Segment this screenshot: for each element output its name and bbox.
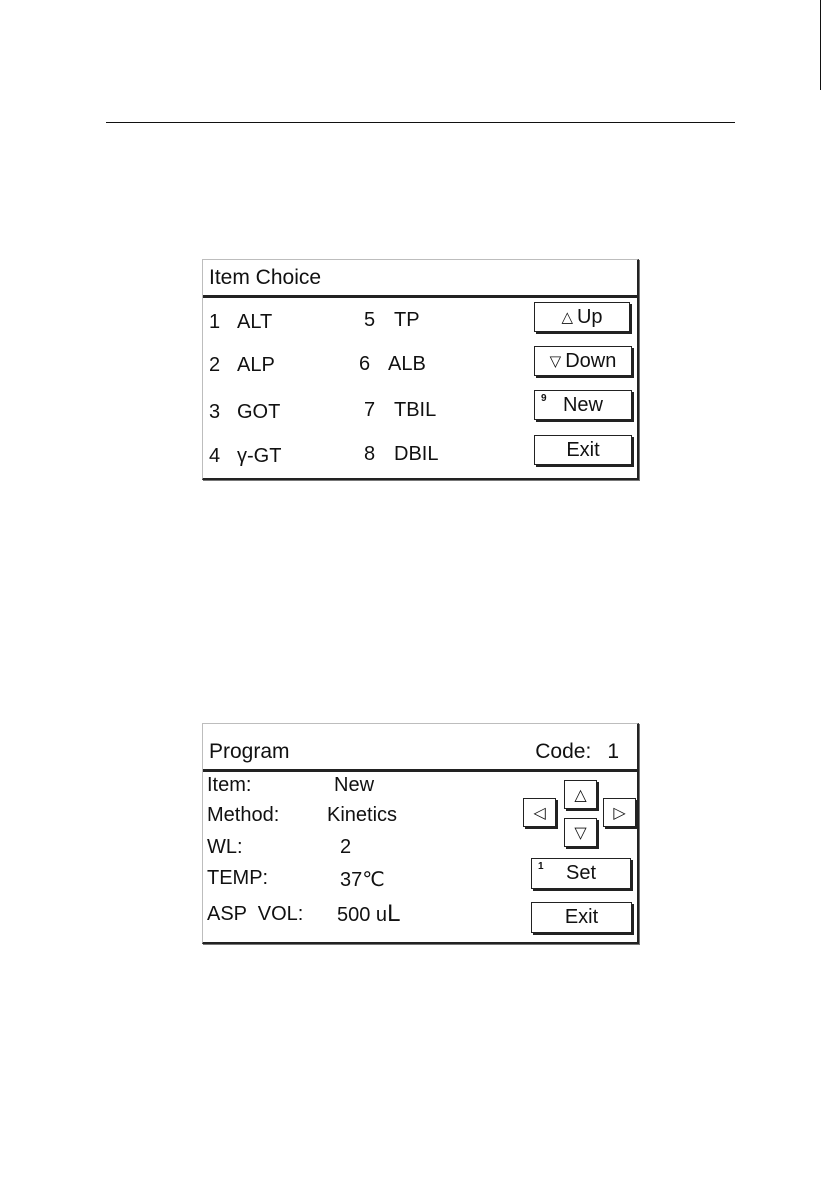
wl-field-label: WL: xyxy=(207,836,243,858)
item-2-number: 2 xyxy=(209,354,221,376)
set-shortcut-key: 1 xyxy=(538,861,544,872)
arrow-left-button[interactable] xyxy=(523,798,556,827)
up-button[interactable] xyxy=(534,302,630,332)
asp-vol-number: 500 u xyxy=(337,904,388,926)
screen-title: Item Choice xyxy=(209,266,322,289)
exit-button-label: Exit xyxy=(564,906,599,928)
item-6-number: 6 xyxy=(359,353,371,375)
title-divider xyxy=(203,295,637,298)
new-button-label: New xyxy=(562,393,603,416)
asp-vol-field-label: ASP VOL: xyxy=(207,903,304,925)
temp-field-value[interactable]: 37℃ xyxy=(340,869,385,891)
item-8-name[interactable]: DBIL xyxy=(394,443,439,465)
item-1-name[interactable]: ALT xyxy=(237,311,273,333)
arrow-down-icon: ▽ xyxy=(574,824,587,842)
item-7-name[interactable]: TBIL xyxy=(394,399,437,421)
set-button[interactable] xyxy=(531,858,631,889)
item-field-label: Item: xyxy=(207,774,252,796)
item-3-name[interactable]: GOT xyxy=(237,401,281,423)
header-rule xyxy=(106,122,735,123)
item-5-number: 5 xyxy=(364,309,376,331)
code-label: Code: xyxy=(535,740,592,763)
arrow-up-button[interactable] xyxy=(564,780,597,809)
item-field-value[interactable]: New xyxy=(334,774,375,796)
item-4-name[interactable]: γ-GT xyxy=(237,445,282,467)
up-triangle-icon: △ xyxy=(561,309,573,326)
asp-vol-field-value[interactable] xyxy=(337,900,400,928)
arrow-up-icon: △ xyxy=(574,786,587,804)
down-button-label: Down xyxy=(565,349,617,372)
arrow-down-button[interactable] xyxy=(564,818,597,847)
down-button[interactable] xyxy=(534,346,632,376)
item-5-name[interactable]: TP xyxy=(394,309,420,331)
page-binding-edge xyxy=(820,0,821,90)
item-7-number: 7 xyxy=(364,399,376,421)
code-display xyxy=(535,740,619,764)
new-shortcut-key: 9 xyxy=(541,393,547,404)
exit-button-label: Exit xyxy=(566,438,600,461)
item-2-name[interactable]: ALP xyxy=(237,354,275,376)
arrow-right-icon: ▷ xyxy=(613,804,626,822)
title-divider xyxy=(203,769,637,772)
up-button-label: Up xyxy=(576,305,603,328)
item-8-number: 8 xyxy=(364,443,376,465)
item-3-number: 3 xyxy=(209,401,221,423)
set-button-label: Set xyxy=(565,862,597,884)
down-triangle-icon: ▽ xyxy=(549,353,562,370)
item-choice-screen xyxy=(202,259,639,480)
new-button[interactable] xyxy=(534,390,632,420)
method-field-label: Method: xyxy=(207,804,280,826)
wl-field-value[interactable]: 2 xyxy=(340,836,352,858)
screen-title: Program xyxy=(209,740,290,763)
code-value: 1 xyxy=(607,740,619,763)
arrow-left-icon: ◁ xyxy=(533,804,546,822)
program-screen xyxy=(202,723,639,944)
item-4-number: 4 xyxy=(209,445,221,467)
item-1-number: 1 xyxy=(209,311,221,333)
method-field-value[interactable]: Kinetics xyxy=(327,804,398,826)
temp-field-label: TEMP: xyxy=(207,867,269,889)
exit-button[interactable] xyxy=(531,902,632,933)
exit-button[interactable] xyxy=(534,435,632,465)
item-6-name[interactable]: ALB xyxy=(388,353,426,375)
asp-vol-unit: L xyxy=(387,900,401,927)
arrow-right-button[interactable] xyxy=(603,798,636,827)
